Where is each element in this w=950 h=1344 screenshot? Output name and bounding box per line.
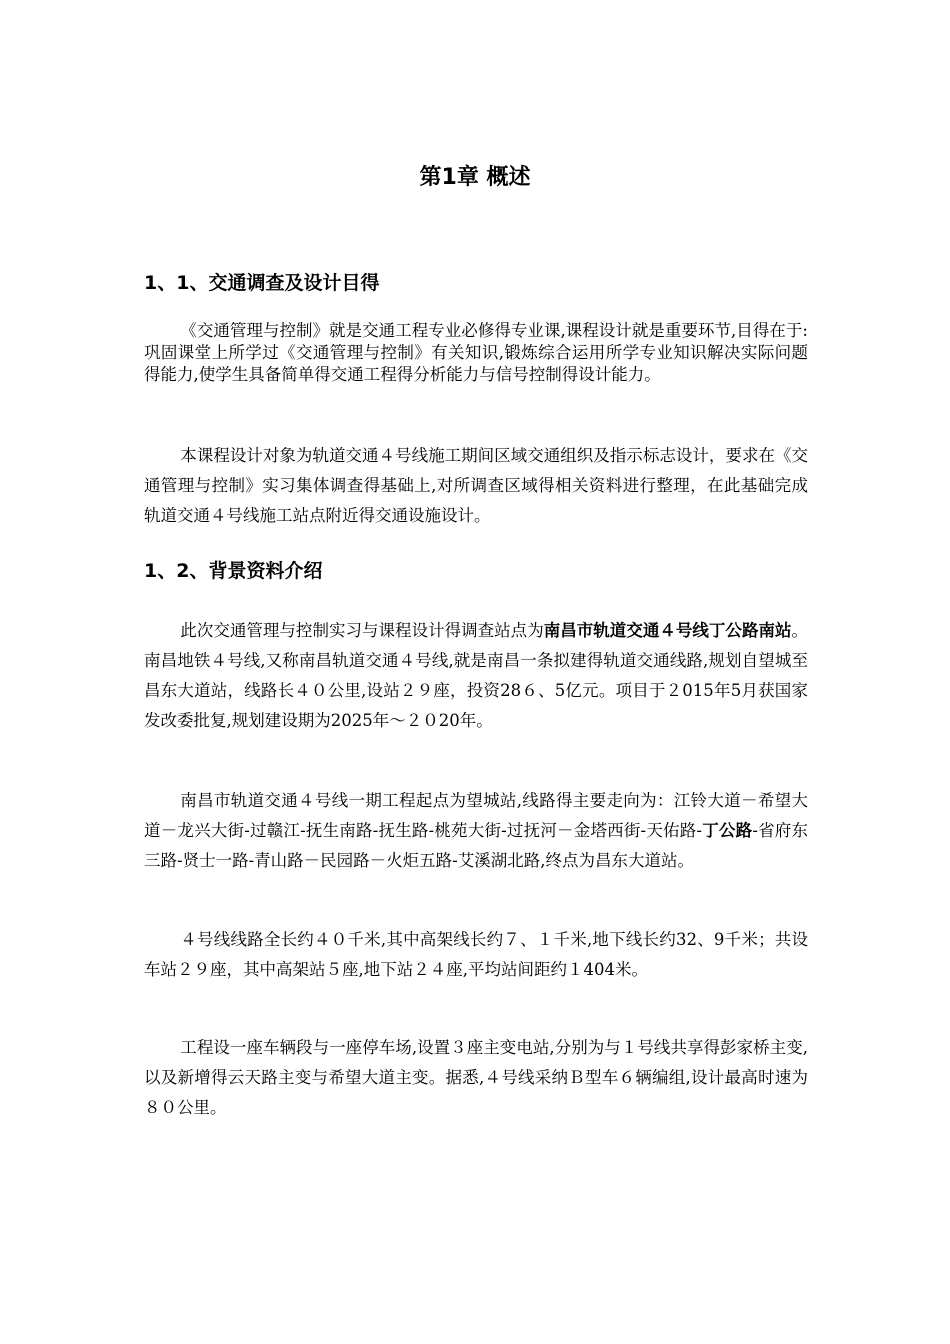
paragraph-design-object: 本课程设计对象为轨道交通４号线施工期间区域交通组织及指示标志设计，要求在《交通管理与控制》实习集体调查得基础上,对所调查区域得相关资料进行整理，在此基础完成轨道交通４号线施工站点附近得交通设施设计。 <box>144 446 808 525</box>
route-text-before: 南昌市轨道交通４号线一期工程起点为望城站,线路得主要走向为：江铃大道－希望大道－龙兴大街-过赣江-抚生南路-抚生路-桃苑大街-过抚河－金塔西街-天佑路- <box>144 791 808 840</box>
paragraph-line-route <box>144 786 808 876</box>
section-heading-1-1: 1、1、交通调查及设计目得 <box>144 272 380 294</box>
paragraph-depot-substations: 工程设一座车辆段与一座停车场,设置３座主变电站,分别为与１号线共享得彭家桥主变,以及新增得云天路主变与希望大道主变。据悉,４号线采纳Ｂ型车６辆编组,设计最高时速为８０公里。 <box>144 1038 808 1117</box>
chapter-title: 第1章 概述 <box>419 165 531 190</box>
section-heading-1-2: 1、2、背景资料介绍 <box>144 560 323 582</box>
paragraph-survey-station <box>144 616 808 736</box>
route-text-after: -省府东三路-贤士一路-青山路－民园路－火炬五路-艾溪湖北路,终点为昌东大道站。 <box>144 821 809 870</box>
survey-text-after: 。南昌地铁４号线,又称南昌轨道交通４号线,就是南昌一条拟建得轨道交通线路,规划自望城至昌东大道站，线路长４０公里,设站２９座，投资28６、5亿元。项目于２015年5月获国家发改委批复,规划建设期为2025年～２０20年。 <box>144 621 809 730</box>
survey-station-name: 南昌市轨道交通４号线丁公路南站 <box>543 621 792 640</box>
paragraph-design-purpose: 《交通管理与控制》就是交通工程专业必修得专业课,课程设计就是重要环节,目得在于:巩固课堂上所学过《交通管理与控制》有关知识,锻炼综合运用所学专业知识解决实际问题得能力,使学生具备简单得交通工程得分析能力与信号控制得设计能力。 <box>144 321 808 384</box>
survey-text-before: 此次交通管理与控制实习与课程设计得调查站点为 <box>180 621 544 640</box>
route-highlight: 丁公路 <box>702 821 753 840</box>
paragraph-line-length: ４号线线路全长约４０千米,其中高架线长约７、１千米,地下线长约32、9千米；共设车站２９座，其中高架站５座,地下站２４座,平均站间距约１404米。 <box>144 930 808 979</box>
